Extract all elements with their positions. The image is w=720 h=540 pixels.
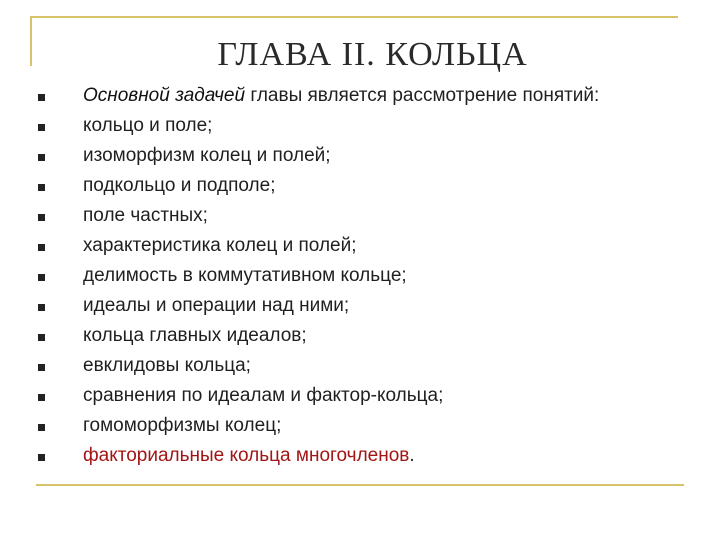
square-bullet-icon — [38, 124, 45, 131]
square-bullet-icon — [38, 424, 45, 431]
topic-text-suffix: . — [409, 445, 415, 466]
topic-text-highlighted: факториальные кольца многочленов — [83, 445, 410, 466]
square-bullet-icon — [38, 334, 45, 341]
square-bullet-icon — [38, 394, 45, 401]
intro-text: главы является рассмотрение понятий: — [250, 85, 600, 106]
list-item — [34, 113, 694, 143]
square-bullet-icon — [38, 214, 45, 221]
square-bullet-icon — [38, 454, 45, 461]
list-item — [34, 293, 694, 323]
list-item — [34, 263, 694, 293]
topic-text: кольцо и поле; — [83, 115, 213, 136]
topic-text: кольца главных идеалов; — [83, 325, 307, 346]
list-item — [34, 353, 694, 383]
frame-top-line — [30, 16, 678, 18]
topic-text: подкольцо и подполе; — [83, 175, 276, 196]
list-item — [34, 383, 694, 413]
list-item — [34, 233, 694, 263]
topic-text: идеалы и операции над ними; — [83, 295, 350, 316]
list-item — [34, 173, 694, 203]
topic-text: делимость в коммутативном кольце; — [83, 265, 407, 286]
square-bullet-icon — [38, 364, 45, 371]
square-bullet-icon — [38, 184, 45, 191]
list-item — [34, 323, 694, 353]
square-bullet-icon — [38, 304, 45, 311]
list-item-last — [34, 443, 694, 473]
frame-bottom-line — [36, 484, 684, 486]
topic-text: изоморфизм колец и полей; — [83, 145, 331, 166]
topic-text: сравнения по идеалам и фактор-кольца; — [83, 385, 444, 406]
list-item-intro — [34, 83, 694, 113]
list-item — [34, 413, 694, 443]
topic-text: поле частных; — [83, 205, 208, 226]
topic-text: гомоморфизмы колец; — [83, 415, 282, 436]
list-item — [34, 143, 694, 173]
square-bullet-icon — [38, 154, 45, 161]
intro-emphasis: Основной задачей — [83, 85, 246, 106]
square-bullet-icon — [38, 274, 45, 281]
square-bullet-icon — [38, 94, 45, 101]
topic-text: евклидовы кольца; — [83, 355, 251, 376]
topic-text: характеристика колец и полей; — [83, 235, 357, 256]
topic-list — [34, 83, 694, 473]
slide-title: ГЛАВА II. КОЛЬЦА — [217, 36, 528, 73]
square-bullet-icon — [38, 244, 45, 251]
list-item — [34, 203, 694, 233]
